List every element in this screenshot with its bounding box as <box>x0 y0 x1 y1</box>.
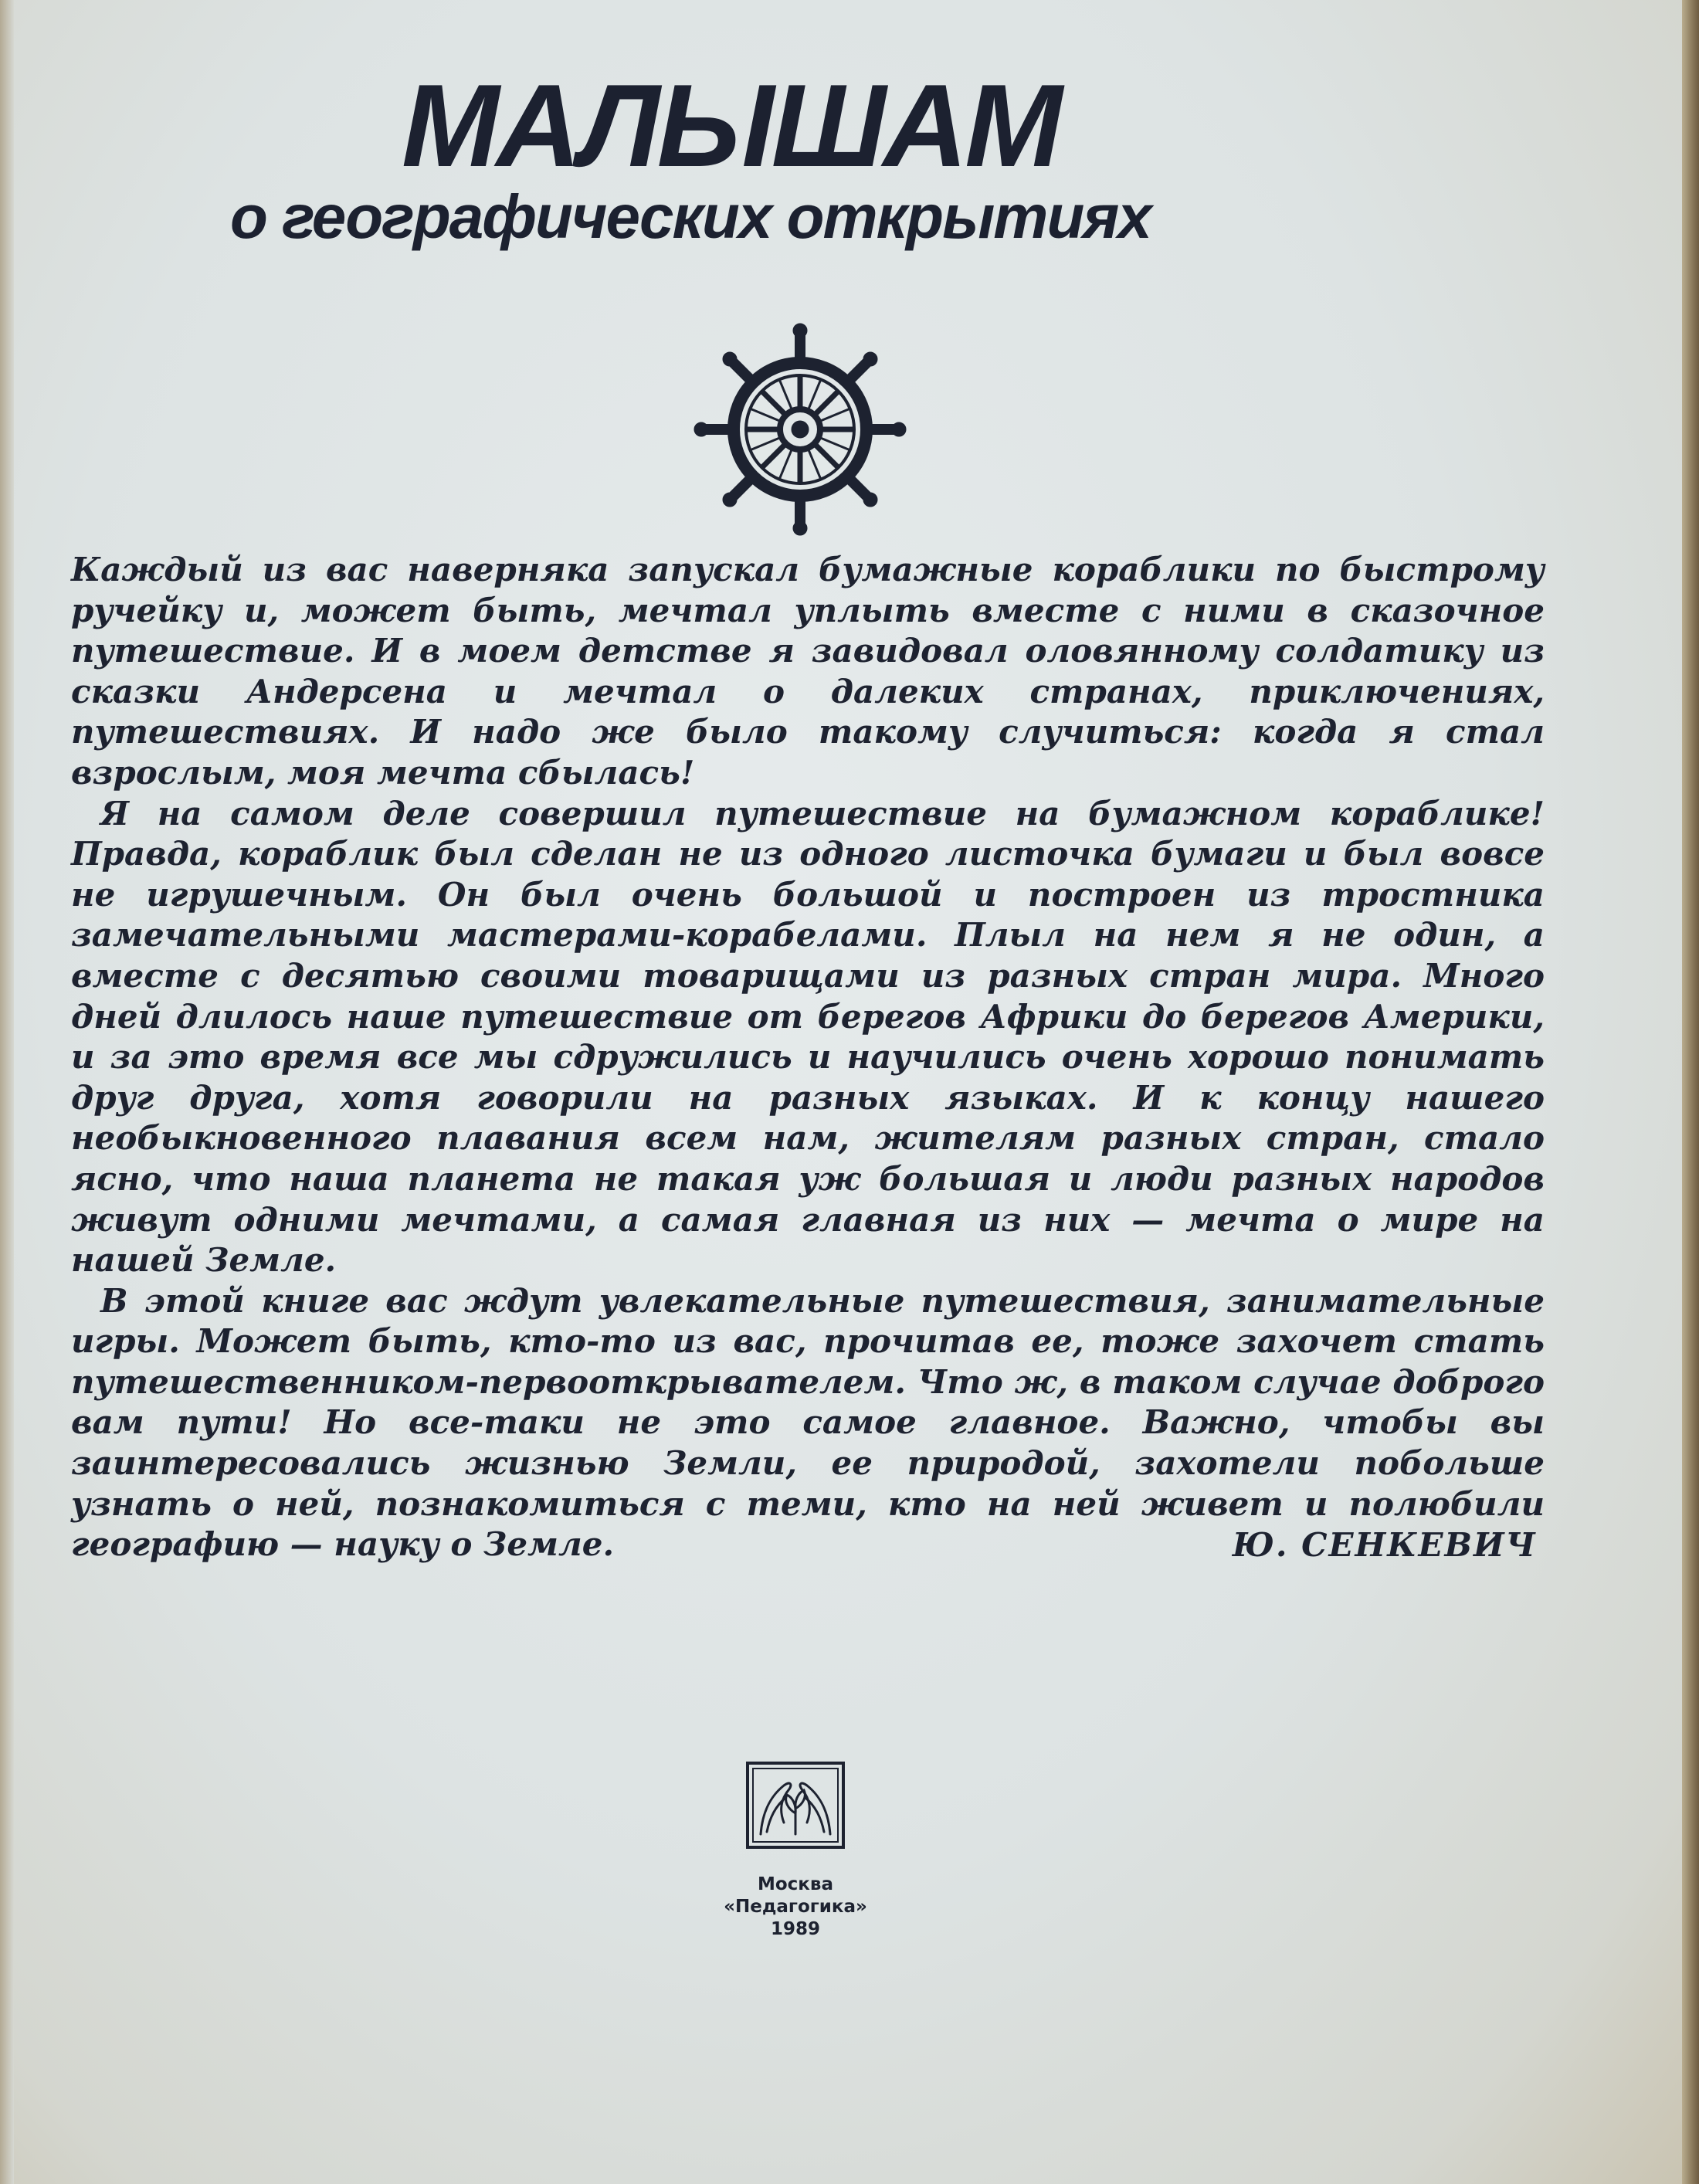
ship-wheel-icon <box>692 321 908 538</box>
page-title: МАЛЫШАМ <box>402 60 1060 192</box>
page-left-edge <box>0 0 14 2184</box>
publisher-logo <box>745 1761 846 1850</box>
publisher-imprint <box>656 1874 934 1941</box>
paragraph-3: В этой книге вас ждут увлекательные путешествия, занимательные игры. Может быть, кто-то из вас, прочитав ее, тоже захочет стать путешественником-первооткрывателем. Что ж, в таком случае доброго вам пути! Но все-таки не это самое главное. Важно, чтобы вы заинтересовались жизнью Земли, ее природой, захотели побольше узнать о ней, познакомиться с теми, кто на ней живет и полюбили географию — науку о Земле. <box>71 1281 1545 1564</box>
foreword-text <box>71 550 1545 1565</box>
imprint-publisher: «Педагогика» <box>724 1897 867 1917</box>
imprint-city: Москва <box>757 1874 833 1894</box>
author-signature: Ю. СЕНКЕВИЧ <box>1232 1526 1537 1564</box>
imprint-year: 1989 <box>770 1919 820 1939</box>
paragraph-1: Каждый из вас наверняка запускал бумажные кораблики по быстрому ручейку и, может быть, мечтал уплыть вместе с ними в сказочное путешествие. И в моем детстве я завидовал оловянному солдатику из сказки Андерсена и мечтал о далеких странах, приключениях, путешествиях. И надо же было такому случиться: когда я стал взрослым, моя мечта сбылась! <box>71 551 1545 792</box>
paragraph-2: Я на самом деле совершил путешествие на бумажном кораблике! Правда, кораблик был сделан не из одного листочка бумаги и был вовсе не игрушечным. Он был очень большой и построен из тростника замечательными мастерами-корабелами. Плыл на нем я не один, а вместе с десятью своими товарищами из разных стран мира. Много дней длилось наше путешествие от берегов Африки до берегов Америки, и за это время все мы сдружились и научились очень хорошо понимать друг друга, хотя говорили на разных языках. И к концу нашего необыкновенного плавания всем нам, жителям разных стран, стало ясно, что наша планета не такая уж большая и люди разных народов живут одними мечтами, а самая главная из них — мечта о мире на нашей Земле. <box>71 794 1545 1280</box>
page-subtitle: о географических открытиях <box>230 182 1151 251</box>
page-right-edge <box>1682 0 1699 2184</box>
